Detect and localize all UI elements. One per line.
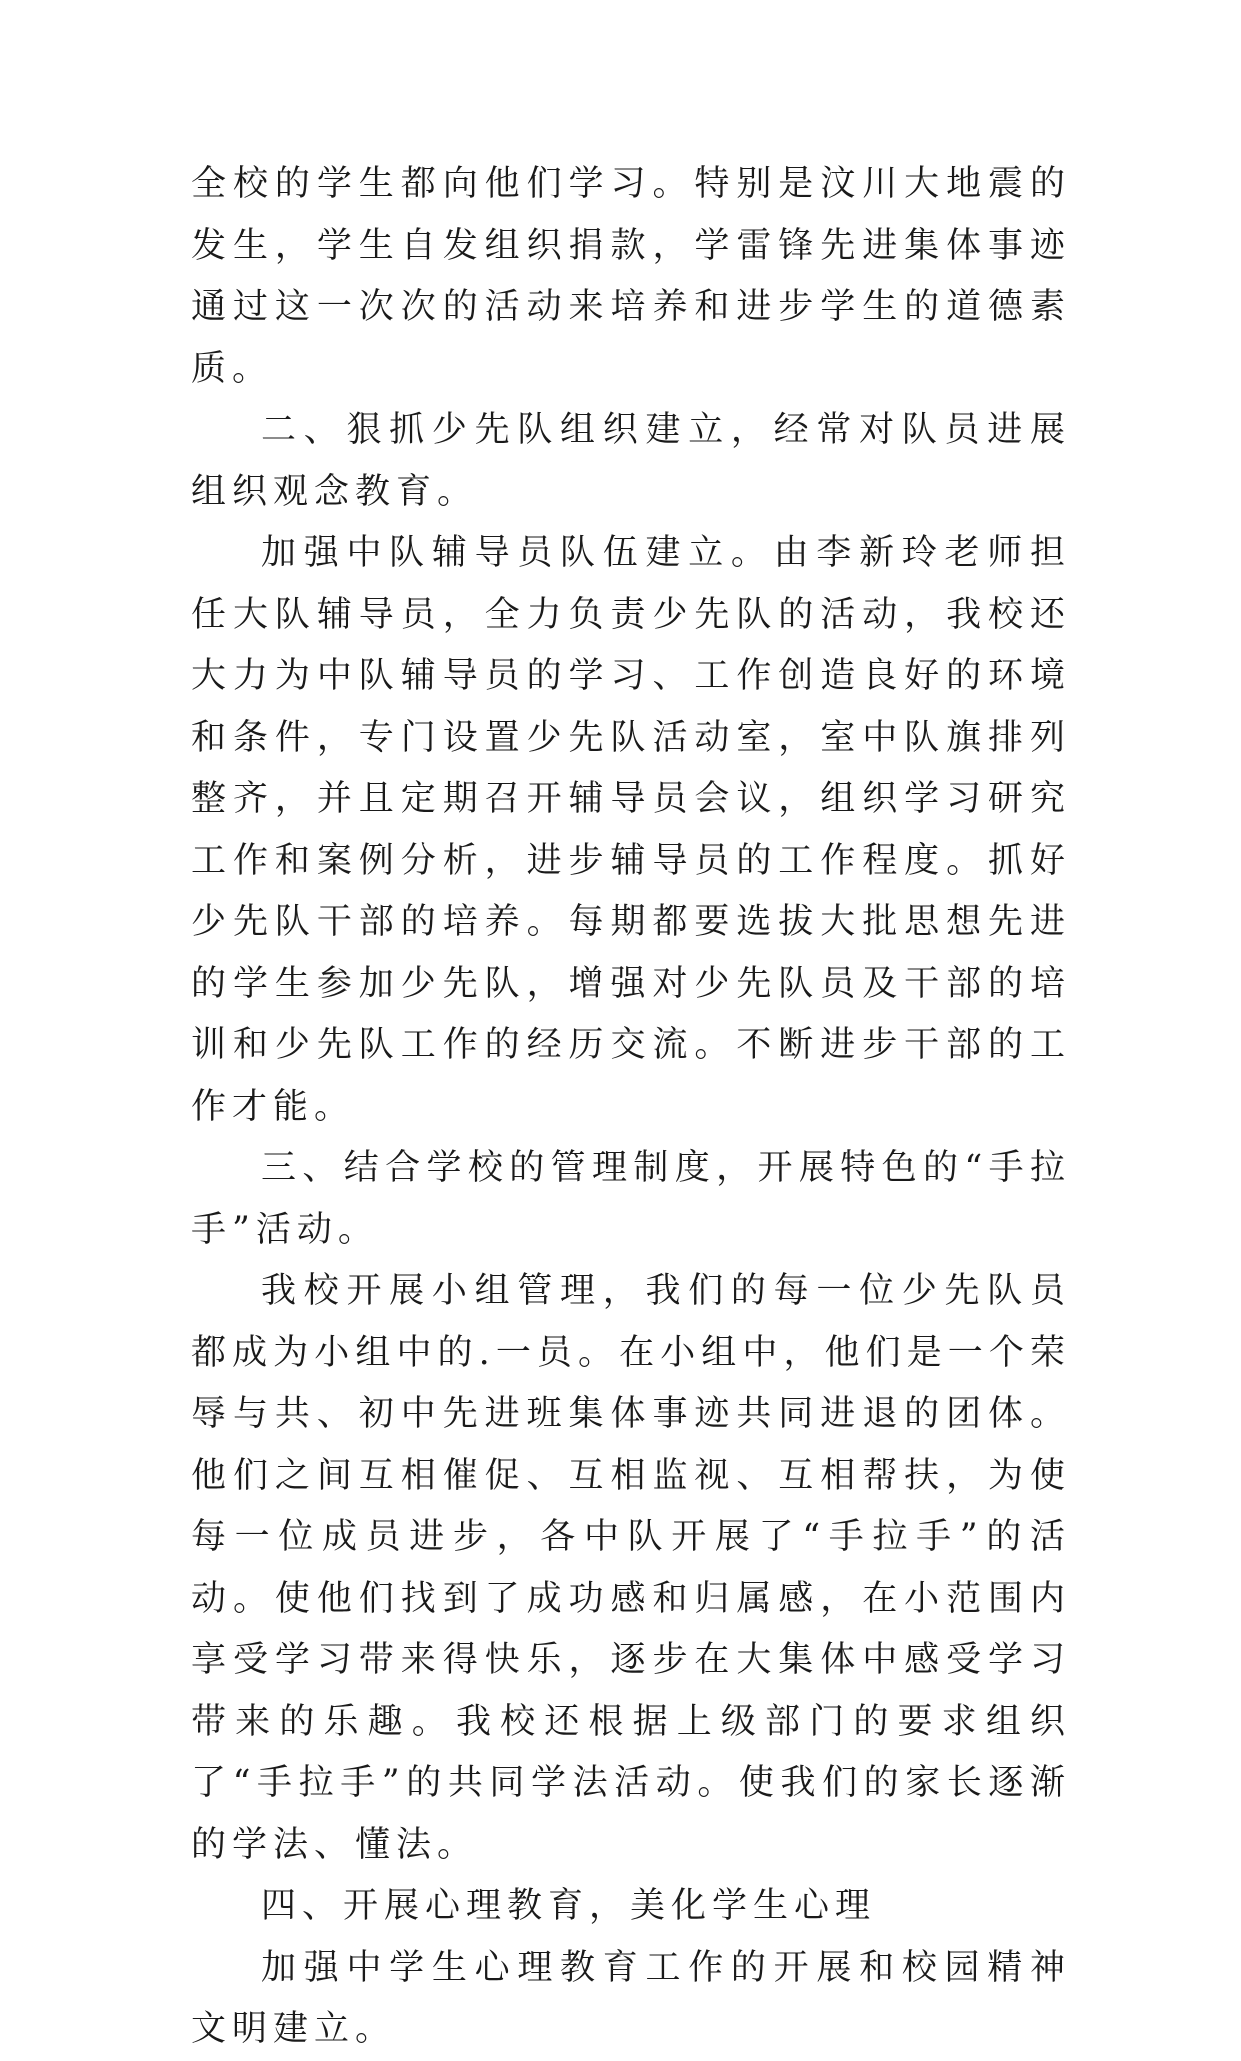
section-heading-4: 四、开展心理教育，美化学生心理 xyxy=(261,1886,877,1926)
paragraph-group-management: 我校开展小组管理，我们的每一位少先队员都成为小组中的.一员。在小组中，他们是一个荣辱与共、初中先进班集体事迹共同进退的团体。他们之间互相催促、互相监视、互相帮扶，为使每一位成员进步，各中队开展了“手拉手”的活动。使他们找到了成功感和归属感，在小范围内享受学习带来得快乐，逐步在大集体中感受学习带来的乐趣。我校还根据上级部门的要求组织了“手拉手”的共同学法活动。使我们的家长逐渐的学法、懂法。 xyxy=(191,1271,1071,1865)
paragraph-continuation: 全校的学生都向他们学习。特别是汶川大地震的发生，学生自发组织捐款，学雷锋先进集体事迹通过这一次次的活动来培养和进步学生的道德素质。 xyxy=(191,164,1071,389)
paragraph-psychology: 加强中学生心理教育工作的开展和校园精神文明建立。 xyxy=(191,1947,1071,2049)
paragraph-counselor-team: 加强中队辅导员队伍建立。由李新玲老师担任大队辅导员，全力负责少先队的活动，我校还大力为中队辅导员的学习、工作创造良好的环境和条件，专门设置少先队活动室，室中队旗排列整齐，并且定期召开辅导员会议，组织学习研究工作和案例分析，进步辅导员的工作程度。抓好少先队干部的培养。每期都要选拔大批思想先进的学生参加少先队，增强对少先队员及干部的培训和少先队工作的经历交流。不断进步干部的工作才能。 xyxy=(191,533,1071,1127)
section-heading-3: 三、结合学校的管理制度，开展特色的“手拉手”活动。 xyxy=(191,1148,1071,1250)
document-body xyxy=(191,154,1071,2061)
section-heading-2: 二、狠抓少先队组织建立，经常对队员进展组织观念教育。 xyxy=(191,410,1071,512)
